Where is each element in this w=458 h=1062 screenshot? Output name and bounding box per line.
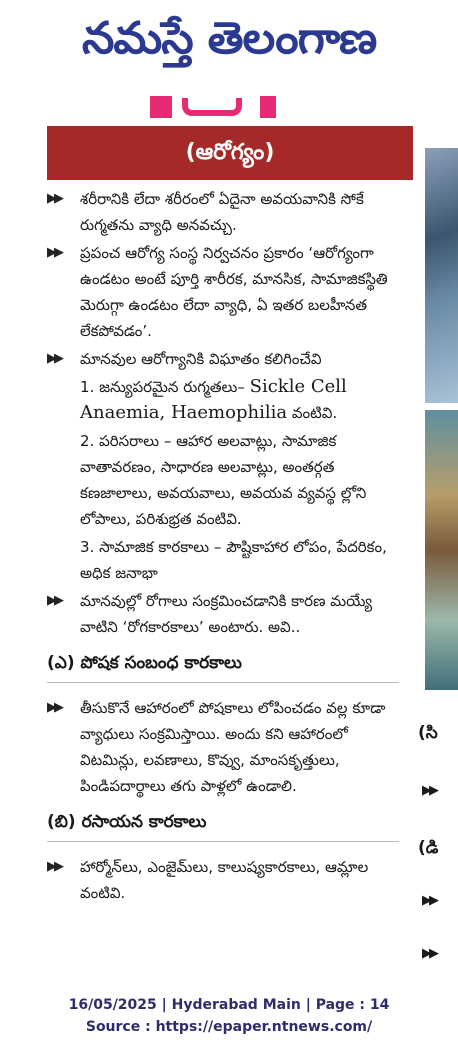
section-heading-a: (ఎ) పోషక సంబంధ కారకాలు [47,648,399,683]
double-arrow-icon: ▶▶ [47,191,61,206]
footer-date-edition: 16/05/2025 | Hyderabad Main | Page : 14 [68,997,390,1013]
photo-virus [425,148,458,403]
list-item: ▶▶ హార్మోన్‌లు, ఎంజైమ్‌లు, కాలుష్యకారకాలు, ఆమ్లాల వంటివి. [47,854,399,906]
photo-cells [425,410,458,690]
footer [0,994,458,1038]
footer-source: Source : https://epaper.ntnews.com/ [85,1019,373,1035]
double-arrow-icon: ▶▶ [47,859,61,874]
double-arrow-icon: ▶▶ [47,700,61,715]
pink-title-fragment [120,96,280,120]
newspaper-logo: నమస్తే తెలంగాణ [81,13,377,64]
adjacent-heading-c: (సి [418,723,438,743]
double-arrow-icon: ▶▶ [422,946,436,961]
list-item: ▶▶ మానవుల్లో రోగాలు సంక్రమించడానికి కారణ మయ్యే వాటిని ‘రోగకారకాలు’ అంటారు. అవి.. [47,588,399,640]
disease-names: Sickle Cell Anaemia, Haemophilia [80,376,347,423]
sub-item-environment: 2. పరిసరాలు – ఆహార అలవాట్లు, సామాజిక వాతావరణం, సాధారణ అలవాట్లు, అంతర్గత కణజాలాలు, అవయవాలు, అవయవ వ్యవస్థ ల్లోని లోపాలు, పరిశుభ్రత వంటివి. [80,432,367,528]
section-heading-b: (బి) రసాయన కారకాలు [47,807,399,842]
adjacent-heading-d: (డి [418,838,439,858]
double-arrow-icon: ▶▶ [47,245,61,260]
double-arrow-icon: ▶▶ [47,593,61,608]
article-clipping [0,78,458,980]
adjacent-column-images [425,148,458,938]
list-item: ▶▶ తీసుకొనే ఆహారంలో పోషకాలు లోపించడం వల్ల కూడా వ్యాధులు సంక్రమిస్తాయి. అందు కని ఆహారంలో విటమిన్లు, లవణాలు, కొవ్వు, మాంసకృత్తులు, పిండిపదార్థాలు తగు పాళ్లలో ఉండాలి. [47,695,399,799]
sub-item-genetic: 1. జన్యుపరమైన రుగ్మతలు– Sickle Cell Anaemia, Haemophilia వంటివి. [80,376,347,423]
section-header: (ఆరోగ్యం) [47,126,413,180]
article-column [47,186,399,908]
sub-item-social: 3. సామాజిక కారకాలు – పౌష్టికాహార లోపం, పేదరికం, అధిక జనాభా [80,538,387,582]
masthead [0,0,458,78]
list-item: ▶▶ ప్రపంచ ఆరోగ్య సంస్థ నిర్వచనం ప్రకారం ‘ఆరోగ్యంగా ఉండటం అంటే పూర్తి శారీరక, మానసిక, సామాజికస్థితి మెరుగ్గా ఉండటం లేదా వ్యాధి, ఏ ఇతర బలహీనత లేకపోవడం’. [47,240,399,344]
double-arrow-icon: ▶▶ [422,783,436,798]
list-item: ▶▶ శరీరానికి లేదా శరీరంలో ఏదైనా అవయవానికి సోకే రుగ్మతను వ్యాధి అనవచ్చు. [47,186,399,238]
double-arrow-icon: ▶▶ [47,351,61,366]
double-arrow-icon: ▶▶ [422,893,436,908]
list-item: ▶▶ మానవుల ఆరోగ్యానికి విఘాతం కలిగించేవి [47,346,399,372]
